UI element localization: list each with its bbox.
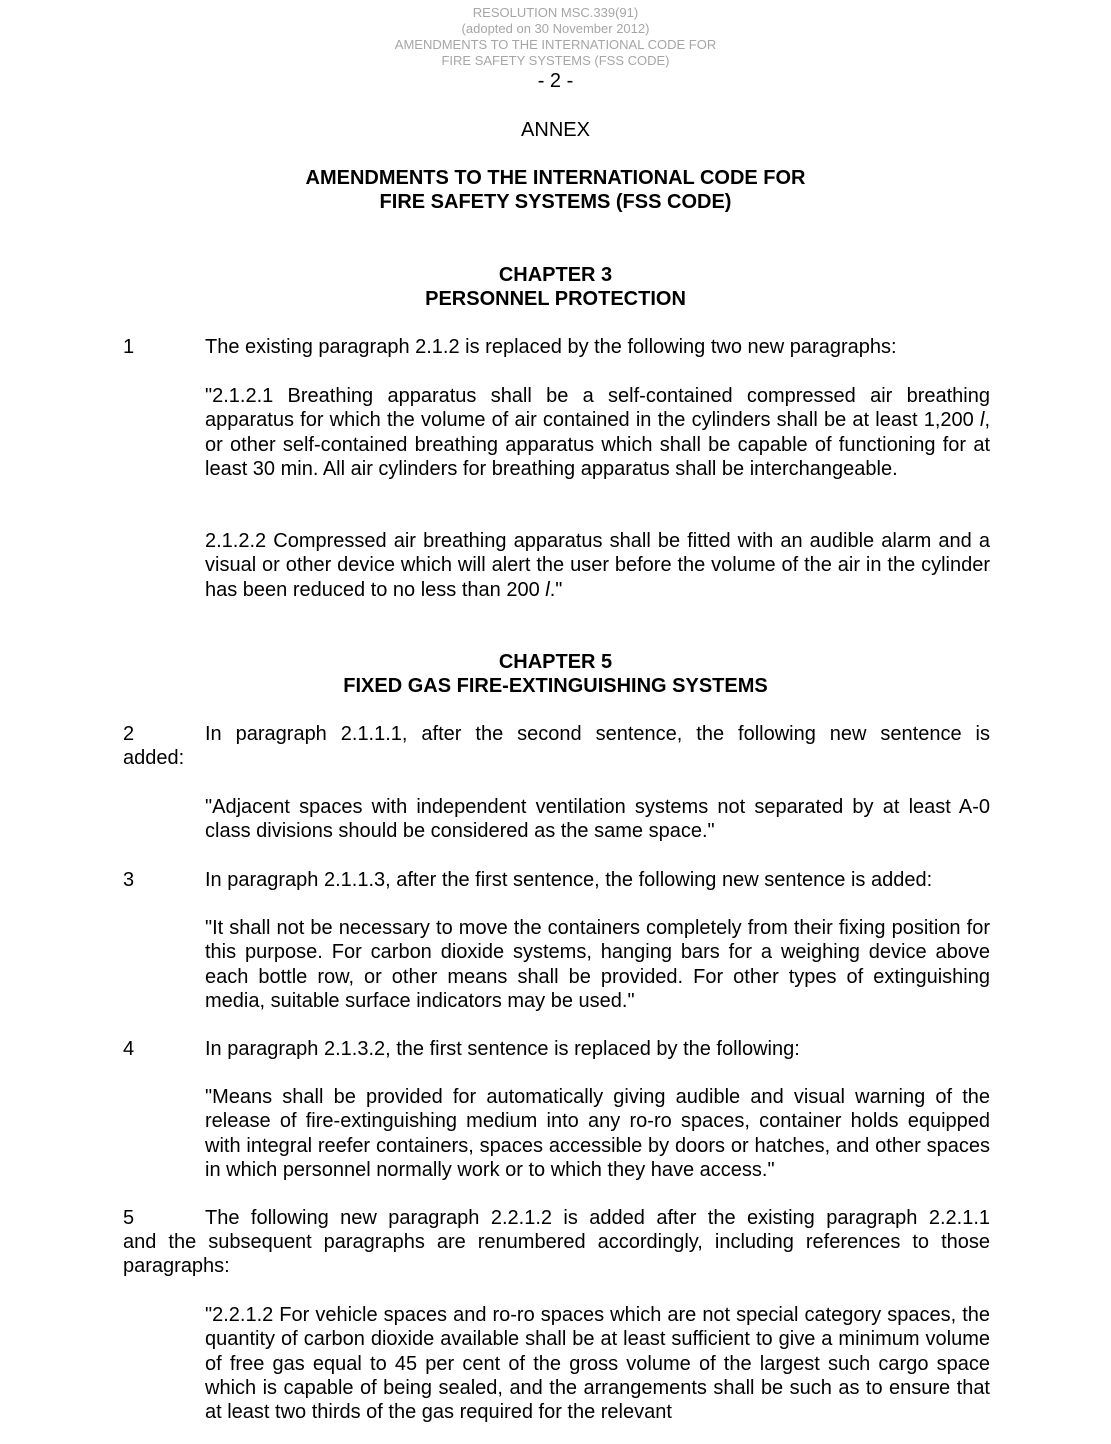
item5-quote: "2.2.1.2 For vehicle spaces and ro-ro spaces which are not special category spaces, the quantity of carbon dioxide available shall be at least sufficient to give a minimum volume of free gas equal to 45 per cent of the gross volume of the largest such cargo space which is capable of being sealed, and the arrangements shall be such as to ensure that at least two thirds of the gas required for the relevant [205, 1304, 990, 1424]
item1-quote-2-1-2-2 [205, 529, 990, 602]
item4-quote: "Means shall be provided for automatically giving audible and visual warning of the release of fire-extinguishing medium into any ro-ro spaces, container holds equipped with integral reefer containers, spaces accessible by doors or hatches, and other spaces in which personnel normally work or to which they have access." [205, 1086, 990, 1181]
unit-litre-italic: l [545, 578, 550, 601]
header-resolution: RESOLUTION MSC.339(91) [472, 5, 639, 20]
item5-lead-line1: The following new paragraph 2.2.1.2 is added after the existing paragraph 2.2.1.1 [205, 1207, 990, 1229]
unit-litre-italic: l [979, 409, 985, 432]
item1-quote2-text-b: ." [549, 578, 563, 601]
page-number: - 2 - [537, 70, 574, 92]
item1-quote-2-1-2-1 [205, 384, 990, 481]
chapter3-subheading: PERSONNEL PROTECTION [425, 288, 686, 310]
item3-quote: "It shall not be necessary to move the containers completely from their fixing position for this purpose. For carbon dioxide systems, hanging bars for a weighing device above each bottle row, or other means shall be provided. For other types of extinguishing media, suitable surface indicators may be used." [205, 917, 990, 1012]
item2-number: 2 [123, 723, 135, 745]
header-adopted: (adopted on 30 November 2012) [461, 21, 650, 36]
annex-label: ANNEX [521, 119, 590, 141]
item2-quote: "Adjacent spaces with independent ventilation systems not separated by at least A-0 class divisions should be considered as the same space." [205, 796, 990, 843]
item2-lead-line2: added: [123, 747, 185, 769]
item1-lead: The existing paragraph 2.1.2 is replaced by the following two new paragraphs: [205, 336, 897, 358]
chapter5-heading: CHAPTER 5 [498, 651, 613, 673]
item3-lead: In paragraph 2.1.1.3, after the first sentence, the following new sentence is added: [205, 869, 933, 891]
item1-number: 1 [123, 336, 135, 358]
item1-quote1-text-b: , or other self-contained breathing apparatus which shall be capable of functioning for at least 30 min. All air cylinders for breathing apparatus shall be interchangeable. [205, 409, 990, 480]
item1-quote1-text-a: "2.1.2.1 Breathing apparatus shall be a self-contained compressed air breathing apparatus for which the volume of air contained in the cylinders shall be at least 1,200 [205, 385, 990, 432]
item2-lead-line1: In paragraph 2.1.1.1, after the second sentence, the following new sentence is [205, 723, 990, 745]
item3-number: 3 [123, 869, 135, 891]
item1-quote2-text-a: 2.1.2.2 Compressed air breathing apparatus shall be fitted with an audible alarm and a visual or other device which will alert the user before the volume of the air in the cylinder has been reduced to no less than 200 [205, 530, 990, 601]
item5-lead-rest: and the subsequent paragraphs are renumbered accordingly, including references to those paragraphs: [123, 1231, 990, 1278]
header-title-line2: FIRE SAFETY SYSTEMS (FSS CODE) [441, 53, 670, 68]
document-title-line2: FIRE SAFETY SYSTEMS (FSS CODE) [379, 191, 732, 213]
document-title-line1: AMENDMENTS TO THE INTERNATIONAL CODE FOR [305, 167, 806, 189]
item5-number: 5 [123, 1207, 135, 1229]
chapter5-subheading: FIXED GAS FIRE-EXTINGUISHING SYSTEMS [343, 675, 768, 697]
chapter3-heading: CHAPTER 3 [498, 264, 613, 286]
item4-lead: In paragraph 2.1.3.2, the first sentence is replaced by the following: [205, 1038, 800, 1060]
item4-number: 4 [123, 1038, 135, 1060]
header-title-line1: AMENDMENTS TO THE INTERNATIONAL CODE FOR [394, 37, 717, 52]
